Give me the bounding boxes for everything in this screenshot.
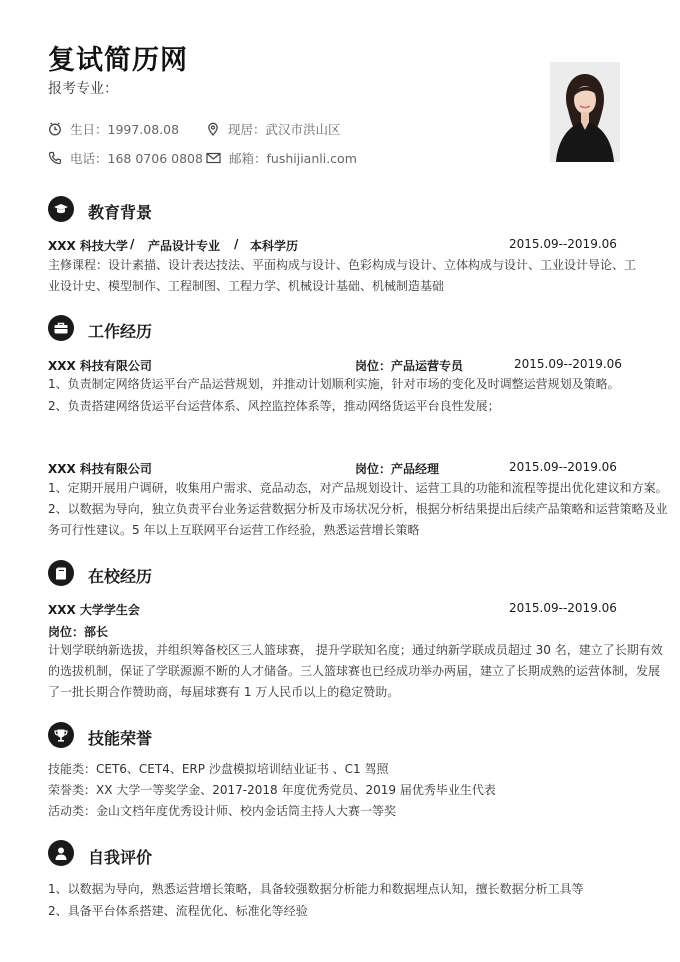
skills-line-3: 活动类：金山文档年度优秀设计师、校内金话筒主持人大赛一等奖 — [48, 804, 397, 818]
location-icon — [206, 122, 220, 136]
work-section-icon — [48, 315, 74, 341]
campus-line-1: 计划学联纳新选拔，并组织筹备校区三人篮球赛， 提升学联知名度；通过纳新学联成员超过 30 名，建立了长期有效 — [48, 643, 663, 657]
edu-date: 2015.09--2019.06 — [509, 237, 617, 251]
book-icon — [54, 566, 68, 581]
campus-line-2: 的选拔机制，保证了学联源源不断的人才储备。三人篮球赛也已经成功举办两届，建立了长期成熟的运营体制，发展 — [48, 664, 661, 678]
self-line-1: 1、以数据为导向，熟悉运营增长策略，具备较强数据分析能力和数据埋点认知，擅长数据分析工具等 — [48, 882, 584, 896]
work-title: 工作经历 — [88, 322, 153, 341]
job-1-position: 岗位：产品运营专员 — [355, 359, 464, 373]
edu-sep-2: / — [234, 237, 239, 251]
campus-date: 2015.09--2019.06 — [509, 601, 617, 615]
mail-icon — [206, 151, 221, 165]
job-2-position: 岗位：产品经理 — [355, 462, 440, 476]
birth-date: 生日：1997.08.08 — [70, 122, 180, 137]
edu-courses-line-1: 主修课程：设计素描、设计表达技法、平面构成与设计、色彩构成与设计、立体构成与设计、工业设计导论、工 — [48, 258, 637, 272]
email-row — [206, 149, 357, 167]
phone-icon — [48, 151, 62, 165]
clock-icon — [48, 122, 62, 136]
job-2-company: XXX 科技有限公司 — [48, 462, 152, 476]
trophy-icon — [53, 728, 69, 743]
phone-row — [48, 149, 203, 167]
self-title: 自我评价 — [88, 848, 153, 867]
profile-photo — [550, 62, 620, 162]
edu-school: XXX 科技大学 — [48, 239, 128, 253]
residence-row — [206, 120, 341, 138]
self-line-2: 2、具备平台体系搭建、流程优化、标准化等经验 — [48, 904, 308, 918]
skills-line-2: 荣誉类：XX 大学一等奖学金、2017-2018 年度优秀党员、2019 届优秀毕业生代表 — [48, 783, 496, 797]
edu-major: 产品设计专业 — [148, 239, 221, 253]
briefcase-icon — [53, 321, 69, 335]
applied-major: 报考专业： — [48, 81, 118, 97]
graduation-cap-icon — [53, 202, 69, 216]
self-section-icon — [48, 840, 74, 866]
job-1-date: 2015.09--2019.06 — [514, 357, 622, 371]
campus-section-icon — [48, 560, 74, 586]
education-section-icon — [48, 196, 74, 222]
skills-line-1: 技能类：CET6、CET4、ERP 沙盘模拟培训结业证书 、C1 驾照 — [48, 762, 389, 776]
campus-org: XXX 大学学生会 — [48, 603, 140, 617]
campus-role: 岗位：部长 — [48, 625, 109, 639]
person-icon — [54, 846, 68, 861]
edu-degree: 本科学历 — [250, 239, 299, 253]
job-2-date: 2015.09--2019.06 — [509, 460, 617, 474]
campus-line-3: 了一批长期合作赞助商，每届球赛有 1 万人民币以上的稳定赞助。 — [48, 685, 400, 699]
skills-title: 技能荣誉 — [88, 729, 153, 748]
edu-sep-1: / — [130, 237, 135, 251]
residence: 现居：武汉市洪山区 — [228, 122, 341, 137]
campus-title: 在校经历 — [88, 567, 153, 586]
education-title: 教育背景 — [88, 203, 153, 222]
job-2-line-3: 务可行性建议。5 年以上互联网平台运营工作经验，熟悉运营增长策略 — [48, 523, 420, 537]
phone: 电话：168 0706 0808 — [70, 151, 203, 166]
edu-courses-line-2: 业设计史、模型制作、工程制图、工程力学、机械设计基础、机械制造基础 — [48, 279, 445, 293]
job-1-company: XXX 科技有限公司 — [48, 359, 152, 373]
birth-row — [48, 120, 179, 138]
job-2-line-2: 2、以数据为导向，独立负责平台业务运营数据分析及市场状况分析，根据分析结果提出后续产品策略和运营策略及业 — [48, 502, 668, 516]
job-2-line-1: 1、定期开展用户调研，收集用户需求、竞品动态，对产品规划设计、运营工具的功能和流程等提出优化建议和方案。 — [48, 481, 668, 495]
skills-section-icon — [48, 722, 74, 748]
email: 邮箱：fushijianli.com — [229, 151, 357, 166]
job-1-line-2: 2、负责搭建网络货运平台运营体系、风控监控体系等，推动网络货运平台良性发展； — [48, 399, 500, 413]
resume-name: 复试简历网 — [48, 45, 188, 76]
job-1-line-1: 1、负责制定网络货运平台产品运营规划，并推动计划顺利实施，针对市场的变化及时调整运营规划及策略。 — [48, 377, 620, 391]
